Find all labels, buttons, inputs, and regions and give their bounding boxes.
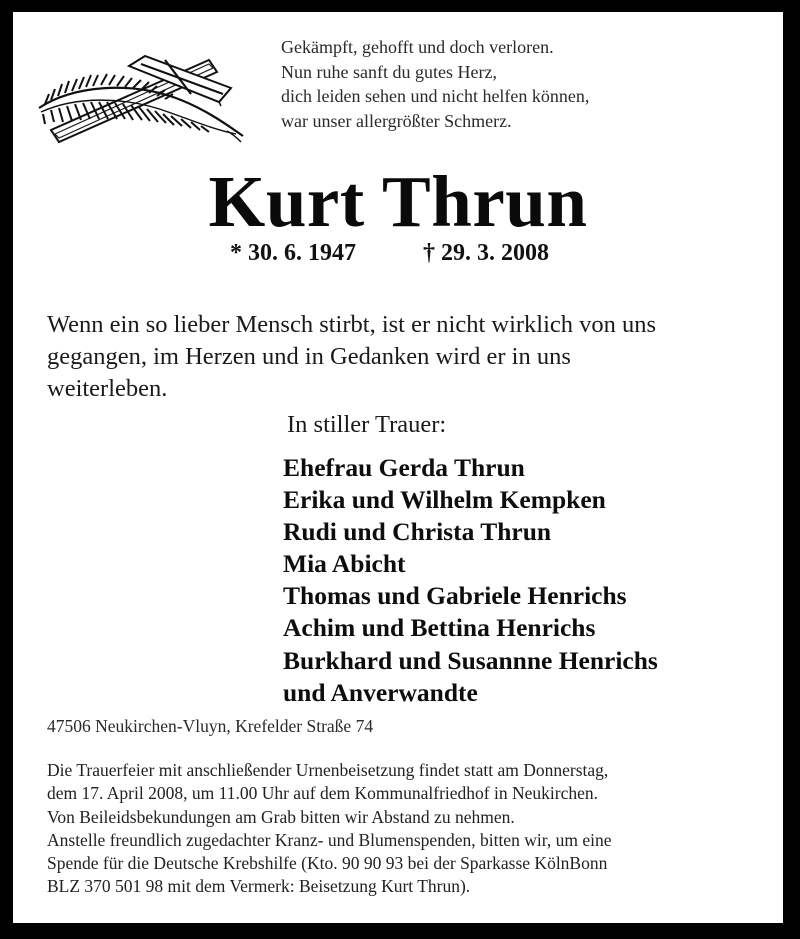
death-date: † 29. 3. 2008 [423, 240, 549, 266]
details-line: BLZ 370 501 98 mit dem Vermerk: Beisetzung Kurt Thrun). [47, 876, 471, 897]
family-member: Thomas und Gabriele Henrichs [283, 581, 627, 611]
poem [281, 35, 589, 133]
memorial-quote [47, 309, 656, 405]
deceased-name: Kurt Thrun [208, 161, 588, 242]
details-line: dem 17. April 2008, um 11.00 Uhr auf dem Kommunalfriedhof in Neukirchen. [47, 783, 598, 804]
poem-line: Nun ruhe sanft du gutes Herz, [281, 61, 497, 82]
mourning-label: In stiller Trauer: [287, 411, 447, 438]
cross-with-palm-branch-icon [31, 38, 246, 143]
address: 47506 Neukirchen-Vluyn, Krefelder Straße 74 [47, 716, 374, 736]
family-member: Erika und Wilhelm Kempken [283, 485, 606, 515]
poem-line: war unser allergrößter Schmerz. [281, 110, 512, 131]
poem-line: Gekämpft, gehofft und doch verloren. [281, 37, 554, 57]
family-member: und Anverwandte [283, 677, 478, 707]
poem-line: dich leiden sehen und nicht helfen können, [281, 86, 590, 107]
family-member: Rudi und Christa Thrun [283, 517, 552, 547]
quote-line: Wenn ein so lieber Mensch stirbt, ist er nicht wirklich von uns [47, 311, 657, 338]
family-member: Burkhard und Susannne Henrichs [283, 645, 658, 675]
family-member: Achim und Bettina Henrichs [283, 613, 596, 643]
obituary-notice [13, 12, 783, 923]
quote-line: gegangen, im Herzen und in Gedanken wird er in uns [47, 343, 571, 370]
family-member: Ehefrau Gerda Thrun [283, 453, 525, 482]
details-line: Von Beileidsbekundungen am Grab bitten wir Abstand zu nehmen. [47, 806, 515, 827]
life-dates [13, 238, 783, 268]
funeral-details [47, 759, 611, 899]
family-member: Mia Abicht [283, 549, 406, 579]
family-list [283, 452, 658, 709]
quote-line: weiterleben. [47, 375, 168, 402]
details-line: Spende für die Deutsche Krebshilfe (Kto. 90 90 93 bei der Sparkasse KölnBonn [47, 853, 608, 874]
details-line: Anstelle freundlich zugedachter Kranz- und Blumenspenden, bitten wir, um eine [47, 829, 612, 850]
birth-date: * 30. 6. 1947 [230, 240, 356, 266]
details-line: Die Trauerfeier mit anschließender Urnenbeisetzung findet statt am Donnerstag, [47, 760, 609, 780]
